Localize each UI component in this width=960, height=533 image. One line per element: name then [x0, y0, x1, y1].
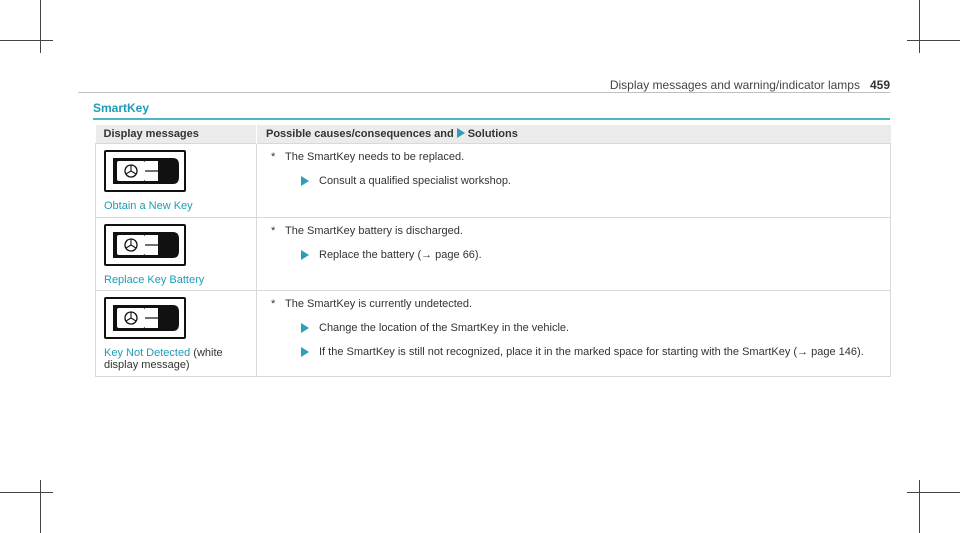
- crop-mark: [919, 0, 920, 53]
- solution-step: [271, 248, 890, 262]
- cause-text: The SmartKey is currently undetected.: [285, 298, 473, 310]
- cause-marker: *: [271, 225, 276, 237]
- smartkey-icon: [104, 297, 186, 339]
- table-row: [96, 291, 891, 377]
- header-rule: [78, 92, 890, 93]
- running-title: Display messages and warning/indicator lamps: [609, 78, 860, 92]
- message-cell: [96, 144, 257, 218]
- message-cell: [96, 291, 257, 377]
- causes-cell: [257, 291, 891, 377]
- message-extra: (white display message): [104, 347, 223, 371]
- col-header-suffix: Solutions: [467, 128, 518, 140]
- cause-marker: *: [271, 151, 276, 163]
- solution-step: [271, 174, 890, 188]
- section-rule: [93, 118, 890, 120]
- cause-marker: *: [271, 298, 276, 310]
- page-number: 459: [869, 78, 890, 92]
- crop-mark: [0, 492, 53, 493]
- table-row: [96, 218, 891, 291]
- step-text: If the SmartKey is still not recognized, place it in the marked space for starting with the SmartKey (→ page 146).: [319, 346, 864, 358]
- triangle-right-icon: [301, 323, 309, 333]
- display-messages-table: [95, 125, 891, 377]
- crop-mark: [0, 40, 53, 41]
- triangle-right-icon: [301, 250, 309, 260]
- table-row: [96, 144, 891, 218]
- table-header-row: [96, 125, 891, 144]
- causes-cell: [257, 144, 891, 218]
- message-name: Replace Key Battery: [104, 274, 205, 286]
- col-header-display-messages: Display messages: [96, 125, 257, 144]
- message-name: Key Not Detected: [104, 347, 191, 359]
- cause-line: [271, 150, 890, 164]
- solution-step: [271, 345, 890, 359]
- step-text: Consult a qualified specialist workshop.: [319, 175, 511, 187]
- cause-line: [271, 224, 890, 238]
- running-header: [610, 78, 890, 92]
- col-header-causes-solutions: [257, 125, 891, 144]
- message-name: Obtain a New Key: [104, 200, 193, 212]
- cause-line: [271, 297, 890, 311]
- col-header-prefix: Possible causes/consequences and: [266, 128, 454, 140]
- smartkey-icon: [104, 224, 186, 266]
- smartkey-icon: [104, 150, 186, 192]
- crop-mark: [919, 480, 920, 533]
- causes-cell: [257, 218, 891, 291]
- step-text: Change the location of the SmartKey in the vehicle.: [319, 322, 570, 334]
- step-text: Replace the battery (→ page 66).: [319, 249, 482, 261]
- message-cell: [96, 218, 257, 291]
- section-title: SmartKey: [93, 101, 150, 115]
- triangle-right-icon: [301, 347, 309, 357]
- crop-mark: [907, 40, 960, 41]
- solution-step: [271, 321, 890, 335]
- crop-mark: [907, 492, 960, 493]
- triangle-right-icon: [457, 128, 465, 138]
- cause-text: The SmartKey battery is discharged.: [285, 225, 463, 237]
- cause-text: The SmartKey needs to be replaced.: [285, 151, 465, 163]
- crop-mark: [40, 0, 41, 53]
- triangle-right-icon: [301, 176, 309, 186]
- crop-mark: [40, 480, 41, 533]
